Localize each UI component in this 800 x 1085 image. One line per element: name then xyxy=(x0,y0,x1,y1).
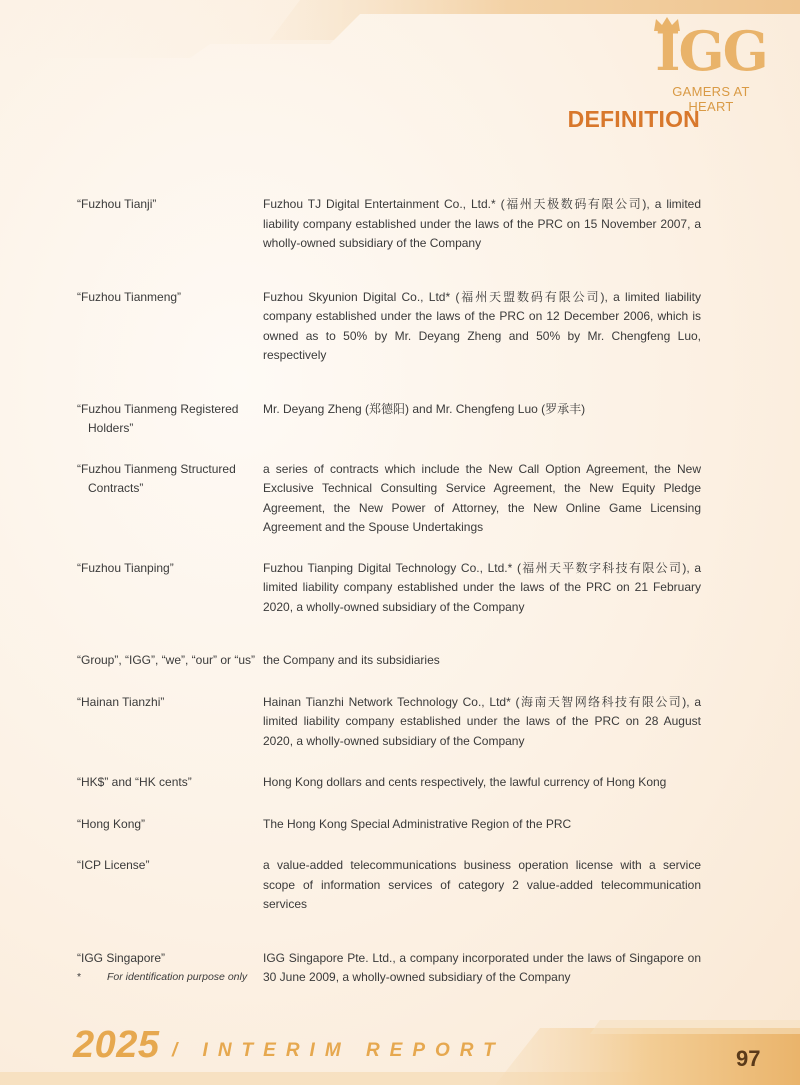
definition-description: Hong Kong dollars and cents respectively, the lawful currency of Hong Kong xyxy=(263,775,667,789)
definition-term-line: “Group”, “IGG”, “we”, “our” or “us” xyxy=(77,653,256,667)
definition-term-line: “Fuzhou Tianping” xyxy=(77,560,174,575)
definition-term-line: “IGG Singapore” xyxy=(77,950,166,965)
definition-row xyxy=(77,815,701,835)
definition-description: a series of contracts which include the New Call Option Agreement, the New Exclusive Technical Consulting Service Agreement, the New Equity Pledge Agreement, the New Power of Attorney, the New Online Game Licensing Agreement and the Spouse Undertakings xyxy=(263,461,701,534)
definition-term-line: “ICP License” xyxy=(77,858,150,872)
page-title: DEFINITION xyxy=(567,106,700,132)
definition-term xyxy=(77,651,263,671)
definition-term xyxy=(77,693,263,752)
igg-logo xyxy=(648,19,774,114)
definition-description: the Company and its subsidiaries xyxy=(263,653,440,667)
definition-term xyxy=(77,288,263,366)
definition-description: Hainan Tianzhi Network Technology Co., Ltd* (海南天智网络科技有限公司), a limited liability company established under the laws of the PRC on 28 August 2020, a wholly-owned subsidiary of the Company xyxy=(263,694,701,748)
definition-term xyxy=(77,856,263,915)
definition-row xyxy=(77,773,701,793)
definition-term-line: Contracts” xyxy=(88,481,144,495)
logo-tagline: GAMERS AT HEART xyxy=(672,84,750,114)
definition-row xyxy=(77,400,701,439)
report-year: 2025 xyxy=(73,1024,160,1066)
definition-description: Fuzhou Tianping Digital Technology Co., Ltd.* (福州天平数字科技有限公司), a limited liability company established under the laws of the PRC on 21 February 2020, a wholly-owned subsidiary of the Company xyxy=(263,560,701,614)
definition-term-line: “Fuzhou Tianji” xyxy=(77,197,157,211)
definition-term xyxy=(77,559,263,618)
footnote-text: For identification purpose only xyxy=(107,971,248,983)
page-number: 97 xyxy=(736,1046,761,1071)
definition-term-line: “HK$” and “HK cents” xyxy=(77,775,192,789)
definition-term-line: “Hong Kong” xyxy=(77,816,146,831)
definition-row xyxy=(77,856,701,915)
definition-term-line: “Fuzhou Tianmeng Structured xyxy=(77,461,236,476)
definition-description: IGG Singapore Pte. Ltd., a company incorporated under the laws of Singapore on 30 June 2009, a wholly-owned subsidiary of the Company xyxy=(263,950,701,984)
report-label: / INTERIM REPORT xyxy=(172,1040,505,1061)
logo-wordmark: IGG xyxy=(655,19,767,83)
definition-description: The Hong Kong Special Administrative Region of the PRC xyxy=(263,816,572,831)
definition-term xyxy=(77,460,263,538)
footnote-mark: * xyxy=(77,971,82,983)
definition-description: Fuzhou TJ Digital Entertainment Co., Ltd.* (福州天极数码有限公司), a limited liability company established under the laws of the PRC on 15 November 2007, a wholly-owned subsidiary of the Company xyxy=(263,197,701,250)
definition-description: Mr. Deyang Zheng (郑德阳) and Mr. Chengfeng Luo (罗承丰) xyxy=(263,401,586,416)
definition-term-line: “Fuzhou Tianmeng Registered xyxy=(77,401,239,416)
definition-row xyxy=(77,460,701,538)
definition-row xyxy=(77,288,701,366)
definition-row xyxy=(77,195,701,254)
definition-term-line: “Hainan Tianzhi” xyxy=(77,694,165,709)
definition-term-line: Holders” xyxy=(88,421,134,435)
definition-term-line: “Fuzhou Tianmeng” xyxy=(77,289,182,304)
definition-term xyxy=(77,773,263,793)
definition-term xyxy=(77,195,263,254)
definitions-list xyxy=(77,195,701,988)
definition-row xyxy=(77,651,701,671)
definition-row xyxy=(77,693,701,752)
definition-term xyxy=(77,815,263,835)
definition-row xyxy=(77,559,701,618)
footnote xyxy=(77,971,247,983)
definition-description: Fuzhou Skyunion Digital Co., Ltd* (福州天盟数码有限公司), a limited liability company established under the laws of the PRC on 12 December 2006, which is owned as to 50% by Mr. Deyang Zheng and 50% by Mr. Chengfeng Luo, respectively xyxy=(263,289,701,362)
definition-term xyxy=(77,400,263,439)
definition-description: a value-added telecommunications business operation license with a service scope of information services of category 2 value-added telecommunication services xyxy=(263,858,701,911)
